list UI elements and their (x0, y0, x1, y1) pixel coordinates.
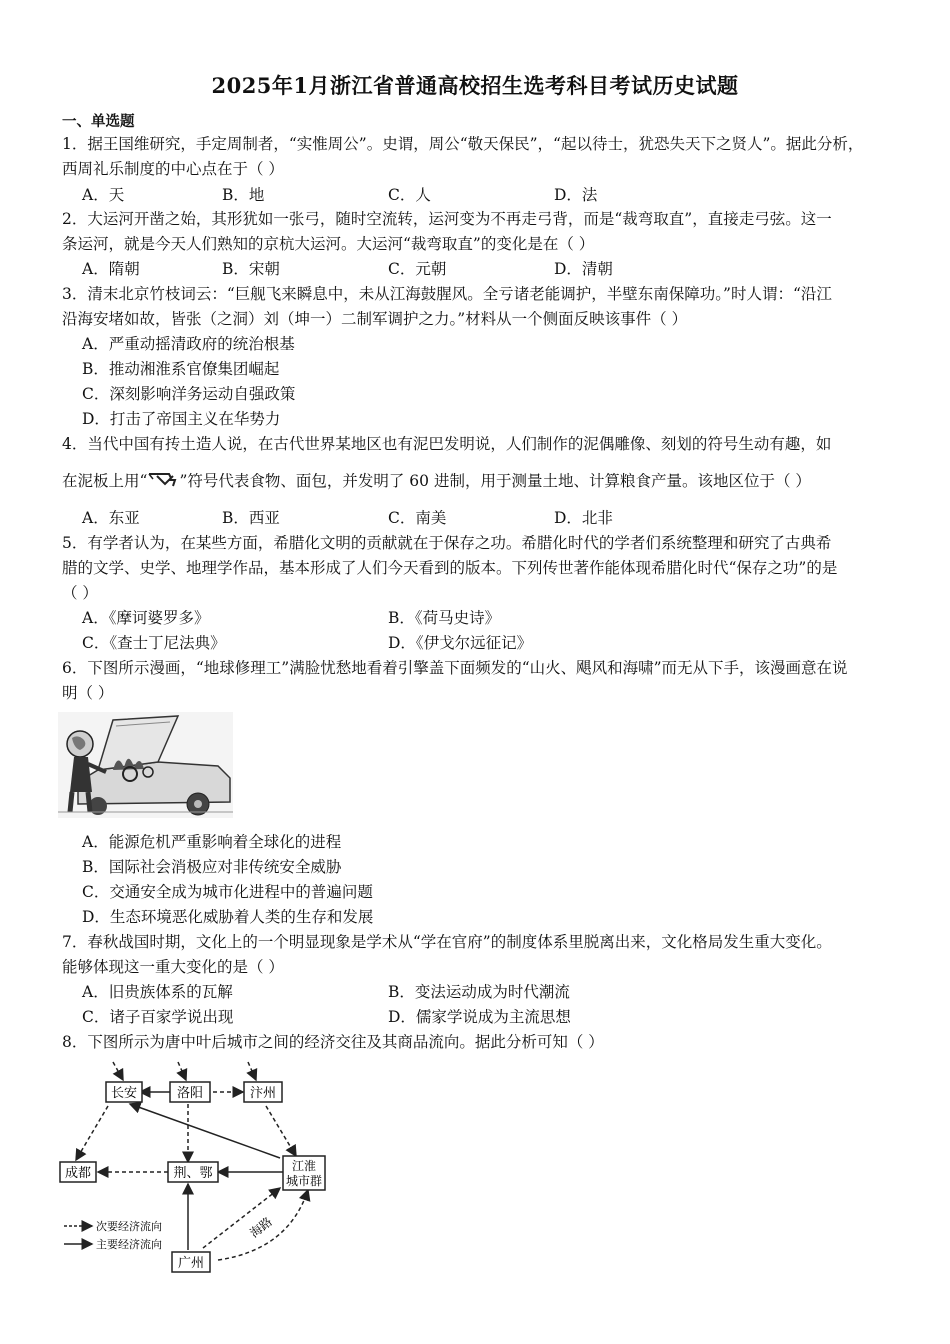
q5-option-d[interactable]: D．《伊戈尔远征记》 (388, 634, 533, 652)
legend-main-label: 主要经济流向 (96, 1238, 162, 1251)
q4-option-b[interactable]: B．西亚 (222, 509, 280, 527)
map-city-changan: 长安 (110, 1086, 138, 1101)
exam-title: 2025年1月浙江省普通高校招生选考科目考试历史试题 (211, 73, 739, 98)
q1-option-c[interactable]: C．人 (388, 186, 431, 204)
q5-option-a[interactable]: A．《摩诃婆罗多》 (82, 609, 210, 627)
q3-option-b[interactable]: B．推动湘淮系官僚集团崛起 (82, 360, 280, 378)
map-sea-route-label: 海路 (247, 1214, 275, 1241)
tang-trade-flow-map (58, 1060, 328, 1282)
map-city-bianzhou: 汴州 (249, 1086, 277, 1101)
q3-option-a[interactable]: A．严重动摇清政府的统治根基 (82, 335, 295, 353)
q2-stem-line1: 2．大运河开凿之始，其形犹如一张弓，随时空流转，运河变为不再走弓背，而是“裁弯取直”，直接走弓弦。这一 (62, 210, 832, 228)
q6-stem-line2: 明（ ） (62, 684, 114, 702)
q3-option-c[interactable]: C．深刻影响洋务运动自强政策 (82, 385, 296, 403)
map-city-cluster: 城市群 (285, 1174, 323, 1188)
map-city-guangzhou: 广州 (177, 1256, 205, 1271)
cartoon-earth-repairman (58, 712, 233, 818)
flow-arrow (130, 1104, 280, 1158)
q6-stem-line1: 6．下图所示漫画，“地球修理工”满脸忧愁地看着引擎盖下面频发的“山火、飓风和海啸”而无从下手，该漫画意在说 (62, 659, 848, 677)
flow-arrow (266, 1106, 296, 1156)
q7-option-b[interactable]: B．变法运动成为时代潮流 (388, 983, 570, 1001)
section-heading: 一、单选题 (62, 113, 135, 130)
q3-stem-line1: 3．清末北京竹枝词云：“巨舰飞来瞬息中，未从江海鼓腥风。全亏诸老能调护，半壁东南保障功。”时人谓：“沿江 (62, 285, 832, 303)
q6-option-c[interactable]: C．交通安全成为城市化进程中的普遍问题 (82, 883, 373, 901)
q4-stem-line2 (62, 470, 811, 492)
q1-option-a[interactable]: A．天 (82, 186, 125, 204)
q5-option-c[interactable]: C．《查士丁尼法典》 (82, 634, 226, 652)
q6-option-b[interactable]: B．国际社会消极应对非传统安全威胁 (82, 858, 342, 876)
q2-option-a[interactable]: A．隋朝 (82, 260, 140, 278)
legend-secondary-label: 次要经济流向 (96, 1220, 162, 1233)
q4-stem-line1: 4．当代中国有抟土造人说，在古代世界某地区也有泥巴发明说，人们制作的泥偶雕像、刻划的符号生动有趣，如 (62, 435, 832, 453)
q4-stem-line2-start: 在泥板上用“ (62, 472, 148, 490)
q2-option-d[interactable]: D．清朝 (554, 260, 613, 278)
q4-option-a[interactable]: A．东亚 (82, 509, 140, 527)
q5-stem-line3: （ ） (62, 584, 98, 602)
map-city-jing-e: 荆、鄂 (173, 1166, 213, 1181)
q5-stem-line1: 5．有学者认为，在某些方面，希腊化文明的贡献就在于保存之功。希腊化时代的学者们系统整理和研究了古典希 (62, 534, 832, 552)
q7-stem-line1: 7．春秋战国时期，文化上的一个明显现象是学术从“学在官府”的制度体系里脱离出来，文化格局发生重大变化。 (62, 933, 832, 951)
q4-option-d[interactable]: D．北非 (554, 509, 613, 527)
q3-stem-line2: 沿海安堵如故，皆张（之洞）刘（坤一）二制军调护之力。”材料从一个侧面反映该事件（ ） (62, 310, 688, 328)
q1-option-d[interactable]: D．法 (554, 186, 598, 204)
q7-option-d[interactable]: D．儒家学说成为主流思想 (388, 1008, 571, 1026)
q3-option-d[interactable]: D．打击了帝国主义在华势力 (82, 410, 281, 428)
q5-stem-line2: 腊的文学、史学、地理学作品，基本形成了人们今天看到的版本。下列传世著作能体现希腊化时代“保存之功”的是 (62, 559, 838, 577)
q2-option-b[interactable]: B．宋朝 (222, 260, 280, 278)
map-city-chengdu: 成都 (64, 1166, 92, 1181)
q7-stem-line2: 能够体现这一重大变化的是（ ） (62, 958, 284, 976)
q2-stem-line2: 条运河，就是今天人们熟知的京杭大运河。大运河“裁弯取直”的变化是在（ ） (62, 235, 595, 253)
q1-stem-line2: 西周礼乐制度的中心点在于（ ） (62, 160, 284, 178)
q1-stem-line1: 1．据王国维研究，手定周制者，“实惟周公”。史谓，周公“敬天保民”，“起以待士，犹恐失天下之贤人”。据此分析， (62, 135, 864, 153)
q6-option-d[interactable]: D．生态环境恶化威胁着人类的生存和发展 (82, 908, 374, 926)
q5-option-b[interactable]: B．《荷马史诗》 (388, 609, 501, 627)
flow-arrow (178, 1062, 186, 1080)
q4-option-c[interactable]: C．南美 (388, 509, 447, 527)
flow-arrow (76, 1106, 108, 1160)
q4-stem-line2-end: ”符号代表食物、面包，并发明了 60 进制，用于测量土地、计算粮食产量。该地区位于（ ） (179, 472, 811, 490)
map-city-jianghuai: 江淮 (291, 1159, 317, 1173)
q2-option-c[interactable]: C．元朝 (388, 260, 447, 278)
q1-option-b[interactable]: B．地 (222, 186, 265, 204)
q6-option-a[interactable]: A．能源危机严重影响着全球化的进程 (82, 833, 342, 851)
q7-option-c[interactable]: C．诸子百家学说出现 (82, 1008, 234, 1026)
cuneiform-symbol-icon (147, 470, 179, 490)
flow-arrow (248, 1062, 256, 1080)
flow-arrow (113, 1062, 123, 1080)
q8-stem-line1: 8．下图所示为唐中叶后城市之间的经济交往及其商品流向。据此分析可知（ ） (62, 1033, 604, 1051)
q7-option-a[interactable]: A．旧贵族体系的瓦解 (82, 983, 233, 1001)
map-city-luoyang: 洛阳 (176, 1086, 204, 1101)
